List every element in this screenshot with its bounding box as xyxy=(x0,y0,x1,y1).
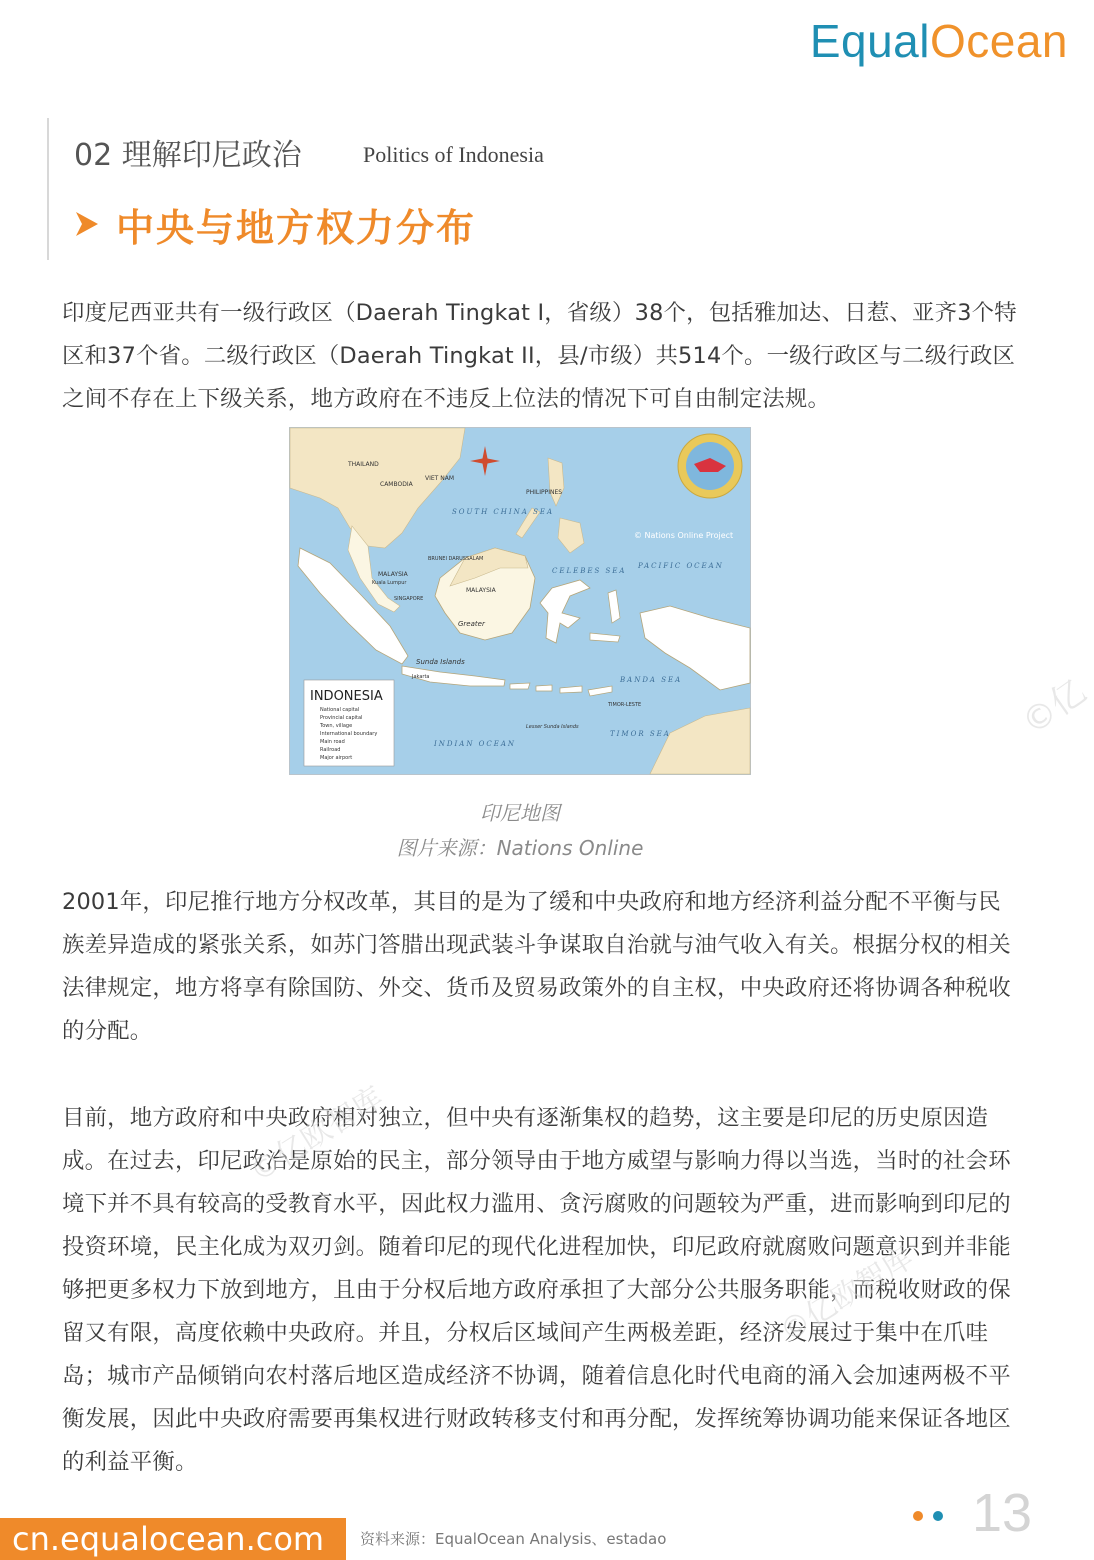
logo-text-ocean: Ocean xyxy=(929,15,1068,67)
map-label-malaysia-west: MALAYSIA xyxy=(378,571,408,578)
watermark: ©亿 xyxy=(1014,671,1094,744)
map-label-cambodia: CAMBODIA xyxy=(380,481,413,488)
map-label-brunei: BRUNEI DARUSSALAM xyxy=(428,556,484,562)
watermark: ©亿欧智库 xyxy=(773,1240,920,1350)
map-label-lesser-sunda: Lesser Sunda Islands xyxy=(526,724,579,730)
paragraph-centralization: 目前，地方政府和中央政府相对独立，但中央有逐渐集权的趋势，这主要是印尼的历史原因造成。在过去，印尼政治是原始的民主，部分领导由于地方威望与影响力得以当选，当时的社会环境下并不具有较高的受教育水平，因此权力滥用、贪污腐败的问题较为严重，进而影响到印尼的投资环境，民主化成为双刃剑。随着印尼的现代化进程加快，印尼政府就腐败问题意识到并非能够把更多权力下放到地方，且由于分权后地方政府承担了大部分公共服务职能，而税收财政的保留又有限，高度依赖中央政府。并且，分权后区域间产生两极差距，经济发展过于集中在爪哇岛；城市产品倾销向农村落后地区造成经济不协调，随着信息化时代电商的涌入会加速两极不平衡发展，因此中央政府需要再集权进行财政转移支付和再分配，发挥统筹协调功能来保证各地区的利益平衡。 xyxy=(62,1105,1011,1475)
map-label-greater: Greater xyxy=(458,620,485,628)
footer-source: 资料来源：EqualOcean Analysis、estadao xyxy=(360,1530,667,1548)
map-label-philippines: PHILIPPINES xyxy=(526,489,563,496)
map-label-sunda-islands: Sunda Islands xyxy=(416,658,465,666)
map-label-malaysia-east: MALAYSIA xyxy=(466,587,496,594)
page-dots-icon xyxy=(912,1509,946,1523)
legend-provincial-capital: Provincial capital xyxy=(320,715,363,721)
map-label-timor-sea: TIMOR SEA xyxy=(610,730,671,738)
header-rule xyxy=(47,118,49,260)
map-label-thailand: THAILAND xyxy=(348,461,379,468)
chevron-right-icon xyxy=(74,209,100,239)
map-label-singapore: SINGAPORE xyxy=(394,596,424,602)
map-title: INDONESIA xyxy=(310,689,383,704)
map-label-pacific-ocean: PACIFIC OCEAN xyxy=(638,562,724,570)
map-label-jakarta: Jakarta xyxy=(412,674,430,680)
legend-national-capital: National capital xyxy=(320,707,360,713)
legend-town: Town, village xyxy=(320,723,353,729)
legend-railroad: Railroad xyxy=(320,747,341,753)
paragraph-admin-divisions: 印度尼西亚共有一级行政区（Daerah Tingkat I，省级）38个，包括雅加达、日惹、亚齐3个特区和37个省。二级行政区（Daerah Tingkat II，县/市级）共514个。一级行政区与二级行政区之间不存在上下级关系，地方政府在不违反上位法的情况下可自由制定法规。 xyxy=(62,300,1017,412)
map-source: 图片来源：Nations Online xyxy=(396,836,644,860)
map-caption: 印尼地图 xyxy=(480,801,560,825)
map-label-timor-leste: TIMOR-LESTE xyxy=(608,702,642,708)
legend-boundary: International boundary xyxy=(320,731,378,737)
page-title: 中央与地方权力分布 xyxy=(116,205,477,250)
logo-text-equal: Equal xyxy=(809,15,930,67)
map-label-indian-ocean: INDIAN OCEAN xyxy=(434,740,517,748)
indonesia-map xyxy=(289,427,751,775)
page-title-row xyxy=(74,198,476,250)
map-label-south-china-sea: SOUTH CHINA SEA xyxy=(452,508,555,516)
map-credit: © Nations Online Project xyxy=(634,531,734,540)
map-label-kuala-lumpur: Kuala Lumpur xyxy=(372,580,407,586)
section-label-en: Politics of Indonesia xyxy=(363,142,544,167)
watermark: ©亿欧智库 xyxy=(243,1080,390,1190)
section-label: 02 理解印尼政治 xyxy=(74,138,302,173)
page-number: 13 xyxy=(972,1483,1033,1543)
map-label-vietnam: VIET NAM xyxy=(425,475,455,482)
legend-main-road: Main road xyxy=(320,739,345,745)
equalocean-logo xyxy=(810,14,1068,68)
footer-website-link[interactable]: cn.equalocean.com xyxy=(0,1518,346,1560)
map-label-banda-sea: BANDA SEA xyxy=(620,676,683,684)
paragraph-decentralization: 2001年，印尼推行地方分权改革，其目的是为了缓和中央政府和地方经济利益分配不平衡与民族差异造成的紧张关系，如苏门答腊出现武装斗争谋取自治就与油气收入有关。根据分权的相关法律规定，地方将享有除国防、外交、货币及贸易政策外的自主权，中央政府还将协调各种税收的分配。 xyxy=(62,889,1011,1044)
map-label-celebes-sea: CELEBES SEA xyxy=(552,567,627,575)
legend-airport: Major airport xyxy=(320,755,353,761)
